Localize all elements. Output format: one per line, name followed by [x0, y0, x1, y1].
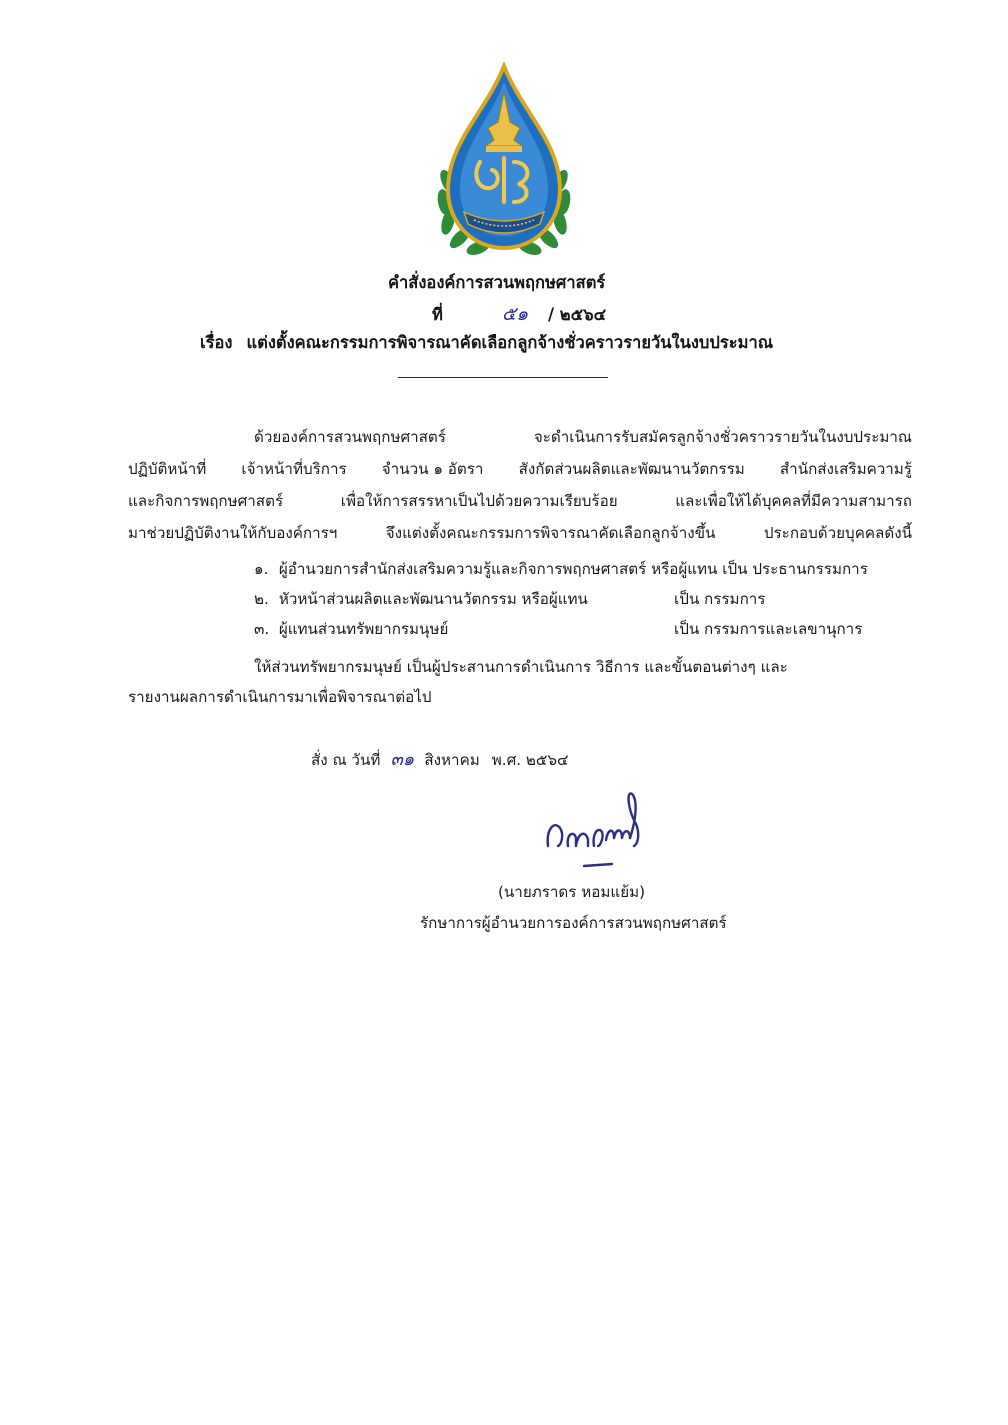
- paragraph-line: ให้ส่วนทรัพยากรมนุษย์ เป็นผู้ประสานการดำเนินการ วิธีการ และขั้นตอนต่างๆ และ: [254, 658, 788, 676]
- text-segment: และกิจการพฤกษศาสตร์: [128, 492, 284, 510]
- paragraph-intro: [128, 427, 912, 555]
- paragraph-line: [128, 491, 912, 523]
- text-segment: เจ้าหน้าที่บริการ: [241, 460, 347, 478]
- member-index: ๓.: [254, 620, 270, 638]
- order-number-label: ที่: [432, 305, 443, 324]
- order-number-row: [432, 299, 606, 329]
- member-role: เป็น ประธานกรรมการ: [722, 560, 868, 578]
- list-item: [254, 617, 944, 647]
- text-segment: และเพื่อให้ได้บุคคลที่มีความสามารถ: [675, 492, 912, 510]
- handwritten-signature-icon: [540, 780, 660, 870]
- member-name: ผู้แทนส่วนทรัพยากรมนุษย์: [278, 620, 449, 638]
- text-segment: สังกัดส่วนผลิตและพัฒนานวัตกรรม: [518, 460, 745, 478]
- member-index: ๑.: [254, 560, 269, 578]
- text-segment: ด้วยองค์การสวนพฤกษศาสตร์: [254, 428, 446, 446]
- member-role: เป็น กรรมการและเลขานุการ: [674, 620, 863, 638]
- text-segment: จะดำเนินการรับสมัครลูกจ้างชั่วคราวรายวันในงบประมาณ: [533, 428, 912, 446]
- order-number-year: / ๒๕๖๔: [548, 305, 607, 324]
- subject-label: เรื่อง: [200, 333, 233, 352]
- header-divider: [398, 377, 608, 378]
- date-year: พ.ศ. ๒๕๖๔: [491, 751, 569, 769]
- text-segment: ปฏิบัติหน้าที่: [128, 460, 207, 478]
- paragraph-line: [128, 523, 912, 555]
- member-index: ๒.: [254, 590, 269, 608]
- paragraph-instruction: [128, 657, 912, 717]
- member-name: หัวหน้าส่วนผลิตและพัฒนานวัตกรรม หรือผู้แทน: [278, 590, 588, 608]
- organization-emblem-icon: [430, 62, 578, 258]
- member-name: ผู้อำนวยการสำนักส่งเสริมความรู้และกิจการพฤกษศาสตร์ หรือผู้แทน: [278, 560, 718, 578]
- subject-row: [200, 330, 773, 356]
- member-role: เป็น กรรมการ: [674, 590, 766, 608]
- date-month: สิงหาคม: [424, 751, 480, 769]
- paragraph-line: รายงานผลการดำเนินการมาเพื่อพิจารณาต่อไป: [128, 688, 432, 706]
- order-date: [311, 744, 569, 773]
- paragraph-line: [128, 427, 912, 459]
- signer-name: (นายภราดร หอมแย้ม): [498, 883, 646, 901]
- list-item: [254, 557, 944, 587]
- committee-members-list: [254, 557, 944, 647]
- order-number-handwritten: ๕๑: [501, 303, 529, 325]
- text-segment: มาช่วยปฏิบัติงานให้กับองค์การฯ: [128, 524, 338, 542]
- date-day-handwritten: ๓๑: [390, 749, 415, 770]
- text-segment: สำนักส่งเสริมความรู้: [779, 460, 912, 478]
- text-segment: เพื่อให้การสรรหาเป็นไปด้วยความเรียบร้อย: [340, 492, 618, 510]
- paragraph-line: [128, 459, 912, 491]
- subject-text: แต่งตั้งคณะกรรมการพิจารณาคัดเลือกลูกจ้างชั่วคราวรายวันในงบประมาณ: [246, 333, 774, 352]
- text-segment: จึงแต่งตั้งคณะกรรมการพิจารณาคัดเลือกลูกจ้างขึ้น: [385, 524, 716, 542]
- text-segment: จำนวน ๑ อัตรา: [381, 460, 484, 478]
- signer-title: รักษาการผู้อำนวยการองค์การสวนพฤกษศาสตร์: [420, 914, 727, 932]
- date-prefix: สั่ง ณ วันที่: [311, 751, 381, 769]
- list-item: [254, 587, 944, 617]
- text-segment: ประกอบด้วยบุคคลดังนี้: [763, 524, 912, 542]
- order-title: คำสั่งองค์การสวนพฤกษศาสตร์: [388, 273, 606, 292]
